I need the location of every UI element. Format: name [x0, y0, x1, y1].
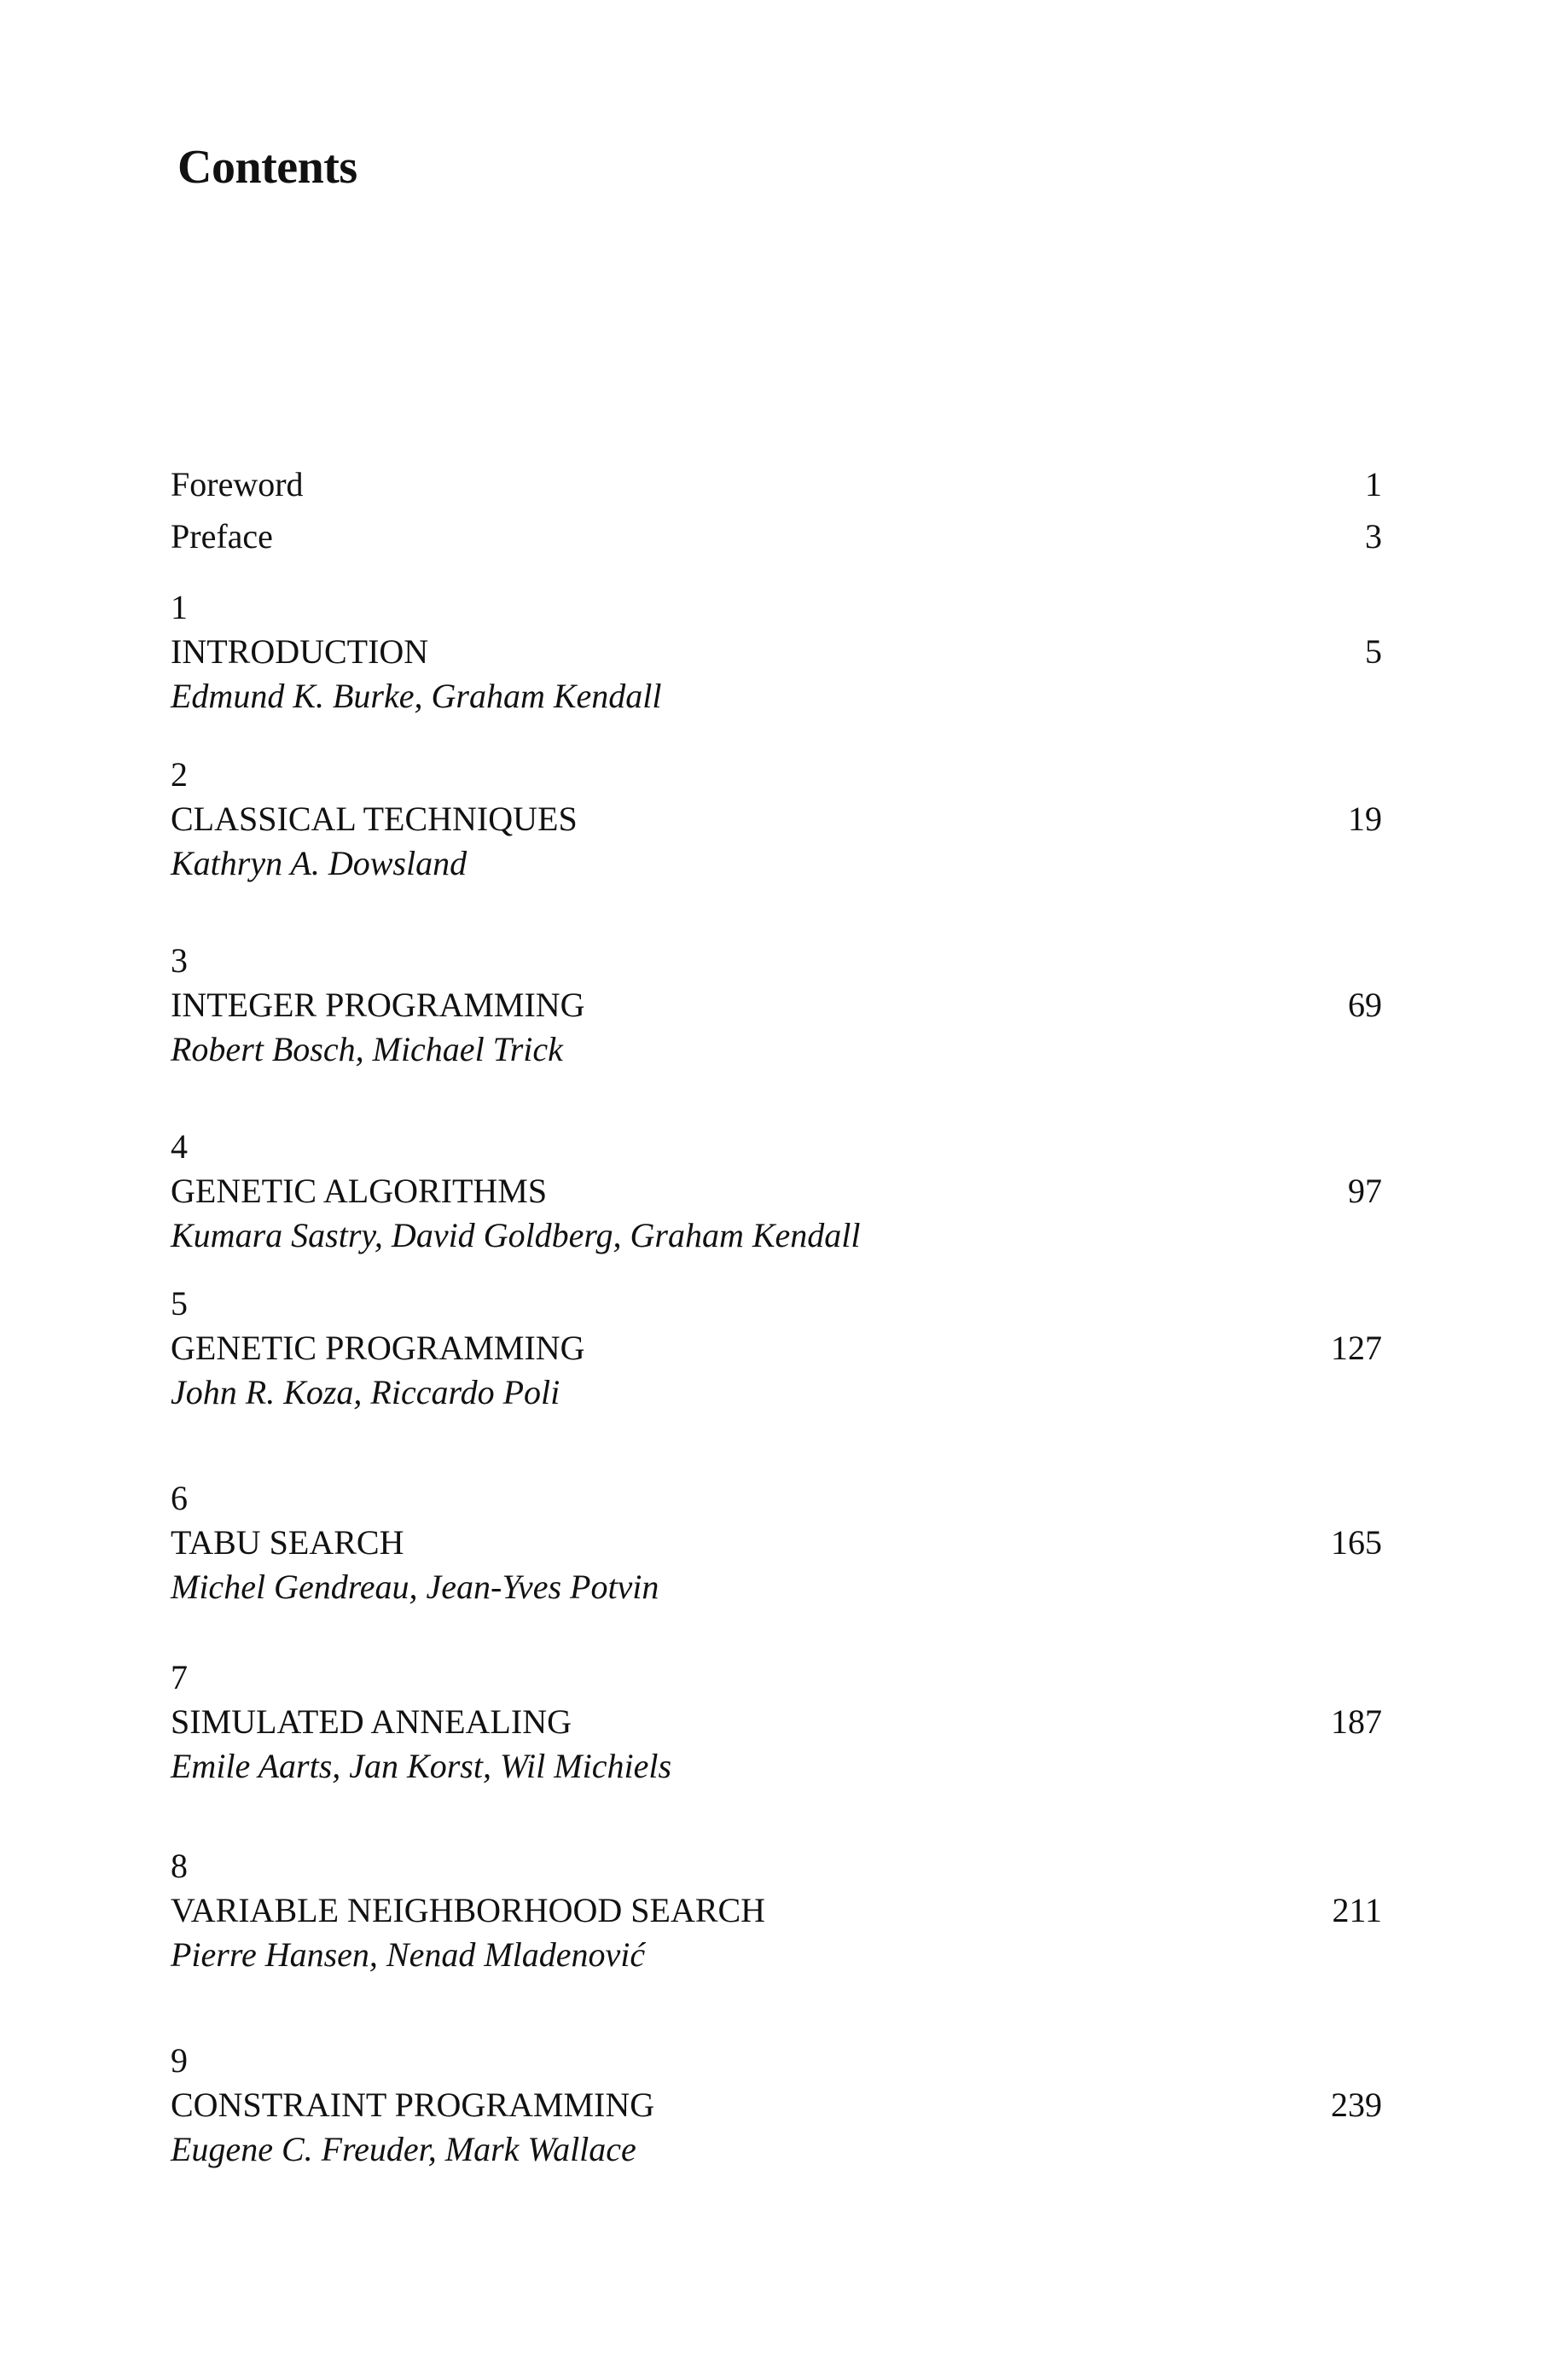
page-title: Contents	[177, 141, 357, 194]
chapter-authors: Pierre Hansen, Nenad Mladenović	[171, 1935, 646, 1974]
chapter-authors: Robert Bosch, Michael Trick	[171, 1030, 563, 1068]
chapter-title: INTRODUCTION	[171, 632, 429, 671]
chapter-number: 2	[171, 755, 188, 794]
toc-page-number: 127	[1331, 1329, 1382, 1367]
chapter-authors: Emile Aarts, Jan Korst, Wil Michiels	[171, 1747, 672, 1785]
chapter-title: CLASSICAL TECHNIQUES	[171, 800, 578, 838]
chapter-title: CONSTRAINT PROGRAMMING	[171, 2086, 655, 2124]
chapter-authors: Kumara Sastry, David Goldberg, Graham Kendall	[171, 1216, 861, 1254]
toc-page-number: 165	[1331, 1523, 1382, 1562]
chapter-title: GENETIC ALGORITHMS	[171, 1172, 548, 1210]
toc-page-number: 239	[1331, 2086, 1382, 2124]
chapter-authors: John R. Koza, Riccardo Poli	[171, 1373, 560, 1411]
chapter-number: 5	[171, 1284, 188, 1323]
chapter-authors: Kathryn A. Dowsland	[171, 844, 467, 882]
toc-page-number: 1	[1365, 465, 1382, 503]
toc-entry-label: Preface	[171, 517, 273, 556]
toc-page-number: 187	[1331, 1702, 1382, 1741]
toc-page-number: 211	[1332, 1891, 1382, 1929]
toc-page-number: 97	[1348, 1172, 1382, 1210]
chapter-number: 3	[171, 941, 188, 980]
toc-page-number: 5	[1365, 632, 1382, 671]
toc-page-number: 3	[1365, 517, 1382, 556]
chapter-number: 6	[171, 1479, 188, 1517]
chapter-authors: Michel Gendreau, Jean-Yves Potvin	[171, 1568, 659, 1606]
chapter-title: TABU SEARCH	[171, 1523, 404, 1562]
chapter-title: INTEGER PROGRAMMING	[171, 986, 585, 1024]
chapter-number: 4	[171, 1127, 188, 1166]
chapter-title: GENETIC PROGRAMMING	[171, 1329, 585, 1367]
toc-page-number: 19	[1348, 800, 1382, 838]
chapter-number: 1	[171, 588, 188, 626]
chapter-authors: Eugene C. Freuder, Mark Wallace	[171, 2130, 636, 2168]
toc-page-number: 69	[1348, 986, 1382, 1024]
chapter-authors: Edmund K. Burke, Graham Kendall	[171, 677, 662, 715]
chapter-number: 9	[171, 2041, 188, 2080]
chapter-number: 7	[171, 1658, 188, 1696]
chapter-number: 8	[171, 1847, 188, 1885]
toc-entry-label: Foreword	[171, 465, 304, 503]
chapter-title: SIMULATED ANNEALING	[171, 1702, 572, 1741]
chapter-title: VARIABLE NEIGHBORHOOD SEARCH	[171, 1891, 766, 1929]
